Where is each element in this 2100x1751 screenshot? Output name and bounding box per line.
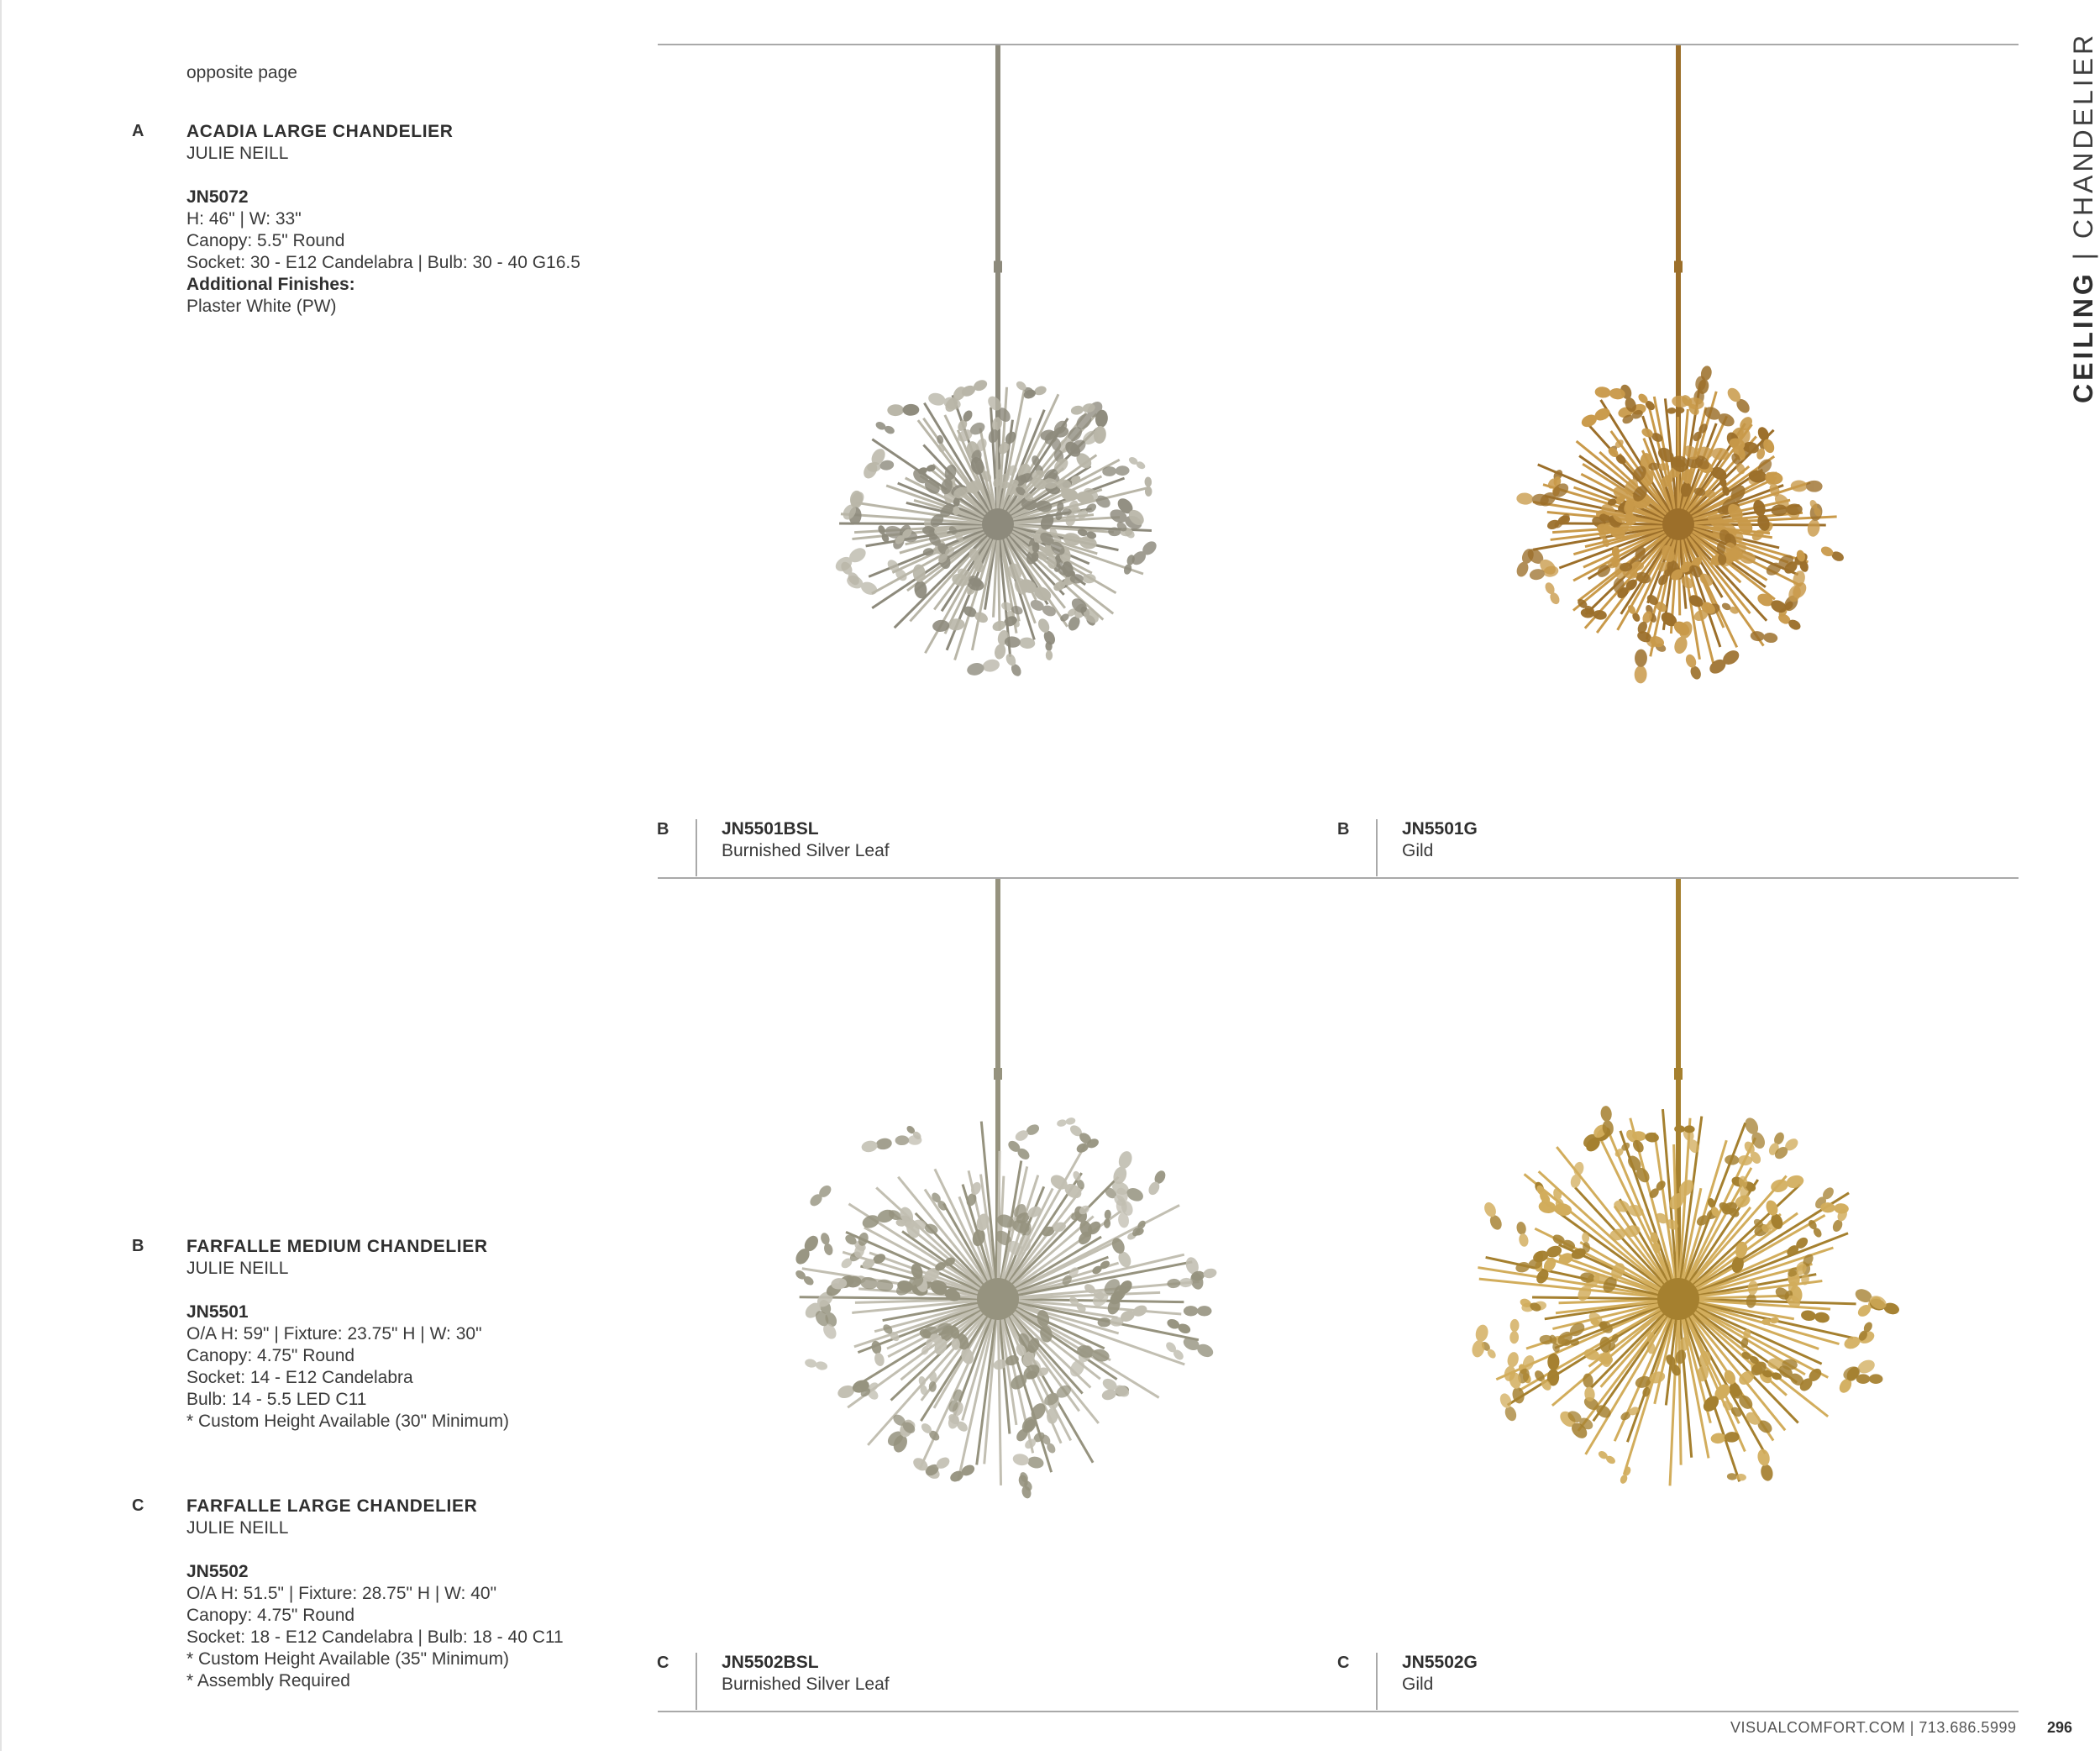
spec-line: O/A H: 59" | Fixture: 23.75" H | W: 30" xyxy=(186,1324,482,1343)
spec-line: Canopy: 4.75" Round xyxy=(186,1346,355,1365)
product-name: FARFALLE MEDIUM CHANDELIER xyxy=(186,1237,488,1256)
spec-line: Canopy: 4.75" Round xyxy=(186,1606,355,1625)
caption-finish: Gild xyxy=(1402,841,1434,860)
spec-line: Socket: 30 - E12 Candelabra | Bulb: 30 - 40 G16.5 xyxy=(186,253,580,272)
product-sku: JN5502 xyxy=(186,1562,249,1581)
caption-finish: Gild xyxy=(1402,1675,1434,1694)
section-title xyxy=(2068,32,2099,403)
product-name: FARFALLE LARGE CHANDELIER xyxy=(186,1496,478,1516)
spec-line: Bulb: 14 - 5.5 LED C11 xyxy=(186,1390,367,1409)
section-secondary: CHANDELIER xyxy=(2068,31,2098,239)
caption-sku: JN5502BSL xyxy=(722,1653,819,1672)
caption-letter: B xyxy=(657,820,669,839)
finishes-label: Additional Finishes: xyxy=(186,275,355,294)
spec-line: O/A H: 51.5" | Fixture: 28.75" H | W: 40" xyxy=(186,1584,497,1603)
spec-line: Canopy: 5.5" Round xyxy=(186,231,345,250)
bottom-rule xyxy=(658,1711,2019,1712)
product-letter-a: A xyxy=(132,122,144,140)
caption-sku: JN5502G xyxy=(1402,1653,1478,1672)
opposite-page-note: opposite page xyxy=(186,63,297,82)
spec-line: * Custom Height Available (30" Minimum) xyxy=(186,1412,510,1431)
spec-line: * Custom Height Available (35" Minimum) xyxy=(186,1649,510,1669)
chandelier-photo-jn5501g xyxy=(1338,45,2019,785)
product-designer: JULIE NEILL xyxy=(186,1518,289,1538)
caption-letter: C xyxy=(1337,1654,1350,1672)
spec-line: H: 46" | W: 33" xyxy=(186,209,302,229)
finishes-value: Plaster White (PW) xyxy=(186,297,337,316)
product-letter-c: C xyxy=(132,1496,144,1515)
spec-line: * Assembly Required xyxy=(186,1671,350,1691)
caption-divider xyxy=(696,819,697,876)
caption-letter: C xyxy=(657,1654,669,1672)
spec-line: Socket: 14 - E12 Candelabra xyxy=(186,1368,413,1387)
section-primary: CEILING xyxy=(2068,271,2098,403)
product-name: ACADIA LARGE CHANDELIER xyxy=(186,122,454,141)
product-designer: JULIE NEILL xyxy=(186,144,289,163)
caption-divider xyxy=(1376,819,1378,876)
caption-letter: B xyxy=(1337,820,1350,839)
chandelier-photo-jn5502g xyxy=(1338,879,2019,1618)
caption-sku: JN5501G xyxy=(1402,819,1478,839)
caption-finish: Burnished Silver Leaf xyxy=(722,1675,890,1694)
caption-finish: Burnished Silver Leaf xyxy=(722,841,890,860)
page-number: 296 xyxy=(2047,1719,2073,1736)
product-b-block xyxy=(186,1236,509,1433)
spec-column xyxy=(0,0,638,1751)
caption-divider xyxy=(1376,1653,1378,1710)
product-sku: JN5072 xyxy=(186,187,249,207)
spec-line: Socket: 18 - E12 Candelabra | Bulb: 18 - 40 C11 xyxy=(186,1627,564,1647)
chandelier-photo-jn5502bsl xyxy=(658,879,1338,1618)
caption-divider xyxy=(696,1653,697,1710)
product-a-block xyxy=(186,121,580,318)
product-c-block xyxy=(186,1496,564,1692)
caption-sku: JN5501BSL xyxy=(722,819,819,839)
product-letter-b: B xyxy=(132,1237,144,1255)
section-divider: | xyxy=(2068,250,2098,260)
product-sku: JN5501 xyxy=(186,1302,249,1322)
product-designer: JULIE NEILL xyxy=(186,1259,289,1278)
footer-contact: VISUALCOMFORT.COM | 713.686.5999 xyxy=(1730,1719,2017,1736)
chandelier-photo-jn5501bsl xyxy=(658,45,1338,785)
